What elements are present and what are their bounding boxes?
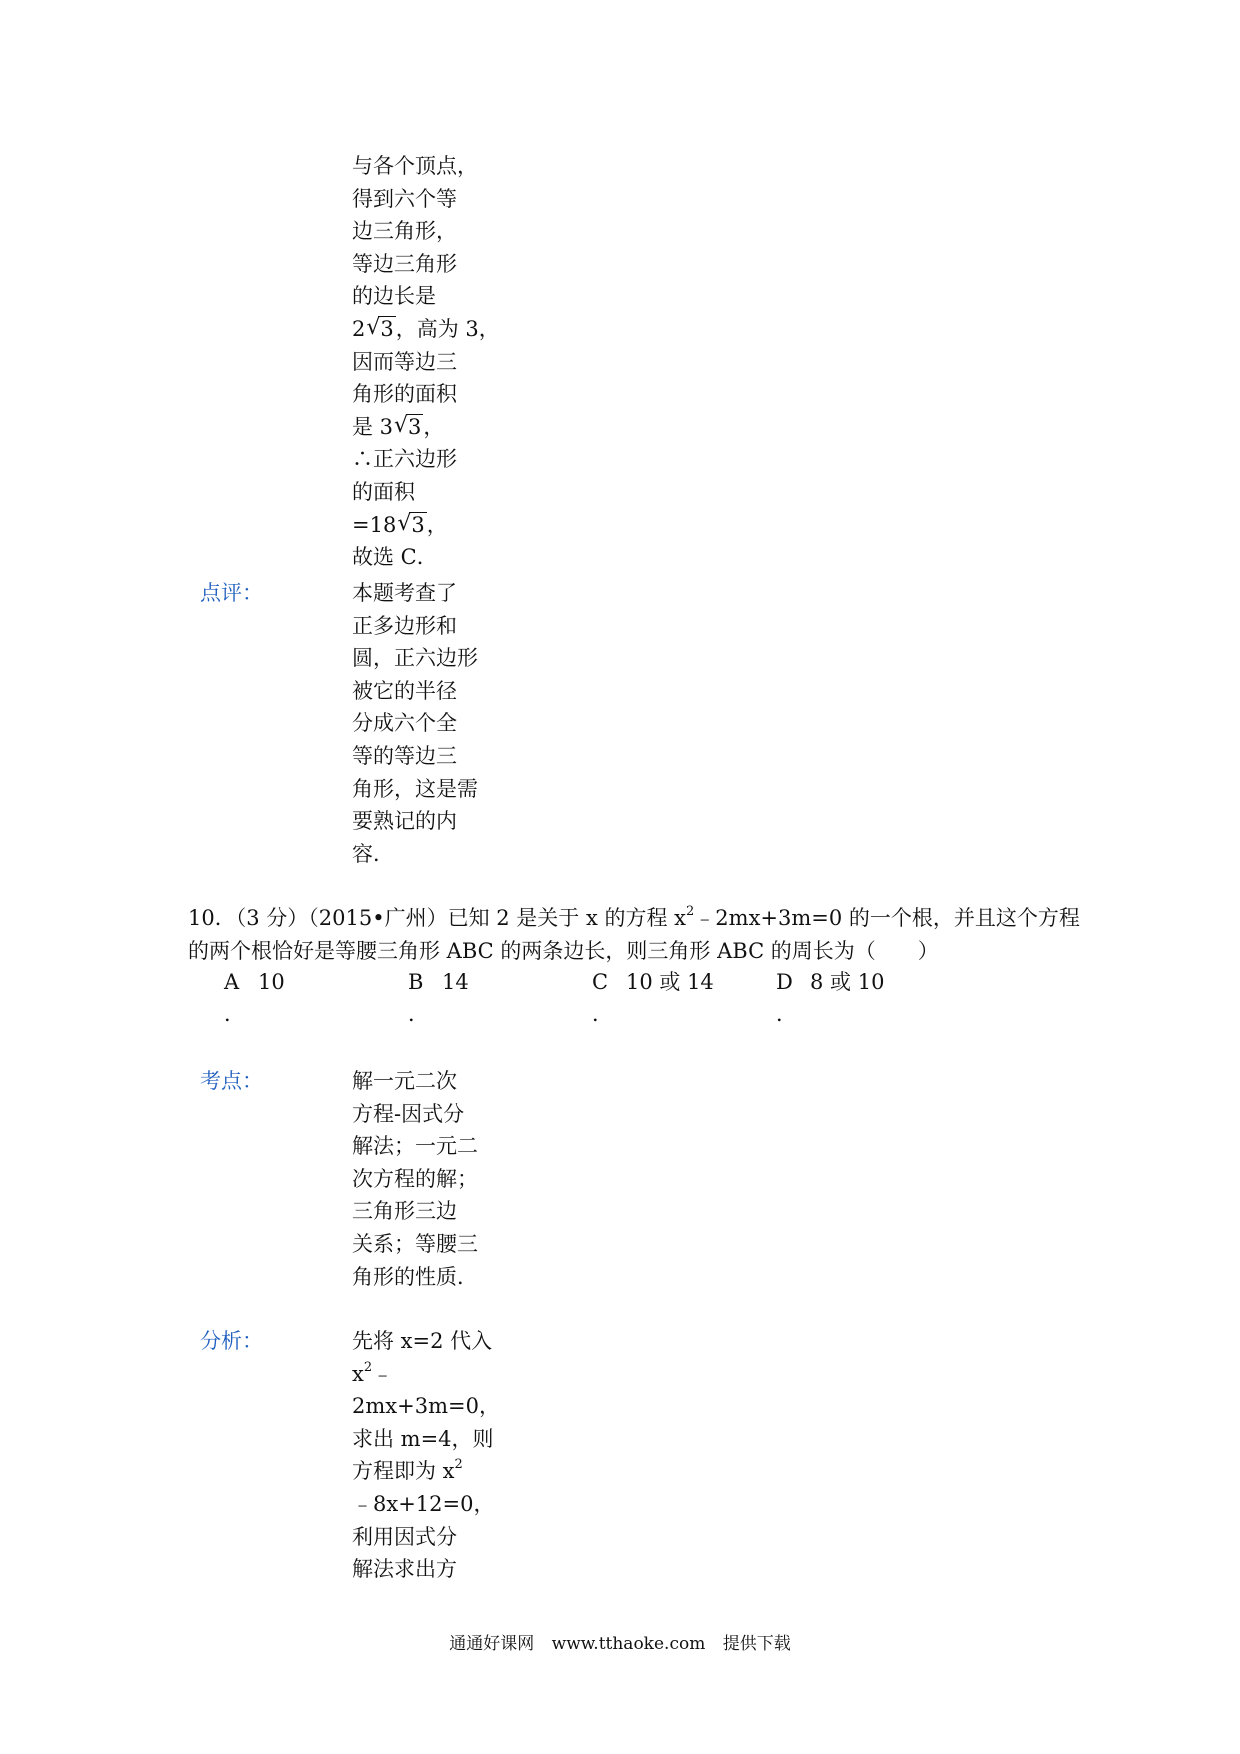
text-line: 等的等边三 bbox=[352, 743, 457, 768]
text-line: 关系；等腰三 bbox=[352, 1231, 478, 1256]
suffix: ，高为 3， bbox=[395, 316, 500, 341]
option-b[interactable] bbox=[408, 966, 469, 1026]
text-line: 故选 C． bbox=[352, 545, 438, 570]
text-part: 方程即为 x bbox=[352, 1459, 455, 1484]
option-c[interactable] bbox=[592, 966, 714, 1026]
text-line: 角形的面积 bbox=[352, 382, 457, 407]
solution-text bbox=[352, 150, 502, 574]
text-line: 三角形三边 bbox=[352, 1199, 457, 1224]
text-line: 方程-因式分 bbox=[352, 1101, 465, 1126]
superscript: 2 bbox=[454, 1457, 463, 1473]
radical-icon: √ bbox=[397, 510, 412, 536]
prefix: =18 bbox=[352, 512, 397, 537]
superscript: 2 bbox=[686, 904, 695, 919]
text-line: 被它的半径 bbox=[352, 678, 457, 703]
text-line: 得到六个等 bbox=[352, 186, 457, 211]
comment-label: 点评： bbox=[200, 581, 263, 605]
area-line bbox=[352, 411, 502, 444]
option-letter: D bbox=[776, 970, 793, 994]
option-text: 14 bbox=[442, 970, 469, 994]
sqrt-expression bbox=[366, 313, 395, 346]
comment-text bbox=[352, 577, 502, 870]
radicand: 3 bbox=[380, 316, 394, 341]
prefix: 是 3 bbox=[352, 414, 394, 439]
text-line: 次方程的解； bbox=[352, 1166, 478, 1191]
option-d[interactable] bbox=[776, 966, 885, 1026]
radicand: 3 bbox=[411, 512, 425, 537]
text-line: ∴正六边形 bbox=[352, 447, 457, 472]
text-line: 的边长是 bbox=[352, 284, 436, 309]
question-line bbox=[188, 902, 1080, 935]
text-line: 本题考查了 bbox=[352, 581, 457, 605]
fenxi-label: 分析： bbox=[200, 1329, 263, 1353]
math-op: ﹣ bbox=[372, 1361, 394, 1386]
option-dot: ． bbox=[592, 1002, 613, 1026]
radicand: 3 bbox=[408, 414, 422, 439]
text-line: 角形的性质． bbox=[352, 1264, 478, 1289]
question-text: 10．（3 分）（2015•广州）已知 2 是关于 x 的方程 x bbox=[188, 906, 687, 930]
option-letter: A bbox=[224, 970, 240, 994]
text-line: ﹣8x+12=0， bbox=[352, 1491, 495, 1516]
option-dot: ． bbox=[776, 1002, 797, 1026]
math-var: x bbox=[352, 1361, 364, 1386]
footer-note: 提供下载 bbox=[722, 1634, 791, 1654]
text-line: 利用因式分 bbox=[352, 1524, 457, 1549]
option-text: 10 或 14 bbox=[626, 970, 714, 994]
page-footer bbox=[0, 1632, 1240, 1656]
prefix: 2 bbox=[352, 316, 366, 341]
kaodian-label: 考点： bbox=[200, 1069, 263, 1093]
text-line: 要熟记的内 bbox=[352, 809, 457, 834]
suffix: ， bbox=[426, 512, 448, 537]
option-text: 8 或 10 bbox=[810, 970, 885, 994]
superscript: 2 bbox=[363, 1359, 373, 1375]
question-line: 的两个根恰好是等腰三角形 ABC 的两条边长，则三角形 ABC 的周长为（ ） bbox=[188, 938, 939, 963]
radical-icon: √ bbox=[366, 314, 381, 340]
text-line bbox=[352, 1358, 502, 1391]
answer-options bbox=[0, 966, 1240, 1036]
option-letter: B bbox=[408, 970, 424, 994]
question-10 bbox=[188, 902, 1080, 967]
text-line bbox=[352, 1455, 502, 1488]
text-line: 2mx+3m=0， bbox=[352, 1394, 500, 1419]
radical-icon: √ bbox=[394, 412, 409, 438]
sqrt-expression bbox=[397, 509, 426, 542]
option-dot: ． bbox=[408, 1002, 429, 1026]
option-text: 10 bbox=[258, 970, 285, 994]
text-line: 角形，这是需 bbox=[352, 776, 478, 801]
text-line: 因而等边三 bbox=[352, 349, 457, 374]
text-line: 的面积 bbox=[352, 479, 415, 504]
text-line: 解法求出方 bbox=[352, 1557, 457, 1582]
footer-brand: 通通好课网 bbox=[449, 1634, 535, 1654]
footer-url[interactable]: www.tthaoke.com bbox=[551, 1634, 706, 1654]
text-line: 解法；一元二 bbox=[352, 1134, 478, 1159]
total-area-line bbox=[352, 509, 502, 542]
text-line: 解一元二次 bbox=[352, 1069, 457, 1093]
suffix: ， bbox=[423, 414, 445, 439]
text-line: 等边三角形 bbox=[352, 251, 457, 276]
text-line: 容． bbox=[352, 841, 394, 866]
option-letter: C bbox=[592, 970, 609, 994]
text-line: 求出 m=4，则 bbox=[352, 1426, 494, 1451]
sqrt-expression bbox=[394, 411, 423, 444]
text-line: 正多边形和 bbox=[352, 613, 457, 638]
question-text: ﹣2mx+3m=0 的一个根，并且这个方程 bbox=[694, 906, 1080, 930]
kaodian-text bbox=[352, 1065, 502, 1293]
text-line: 圆，正六边形 bbox=[352, 646, 478, 671]
side-length-line bbox=[352, 313, 502, 346]
text-line: 先将 x=2 代入 bbox=[352, 1329, 493, 1353]
text-line: 边三角形， bbox=[352, 219, 457, 244]
fenxi-text bbox=[352, 1325, 502, 1586]
text-line: 与各个顶点， bbox=[352, 154, 478, 178]
text-line: 分成六个全 bbox=[352, 711, 457, 736]
option-a[interactable] bbox=[224, 966, 285, 1026]
option-dot: ． bbox=[224, 1002, 245, 1026]
